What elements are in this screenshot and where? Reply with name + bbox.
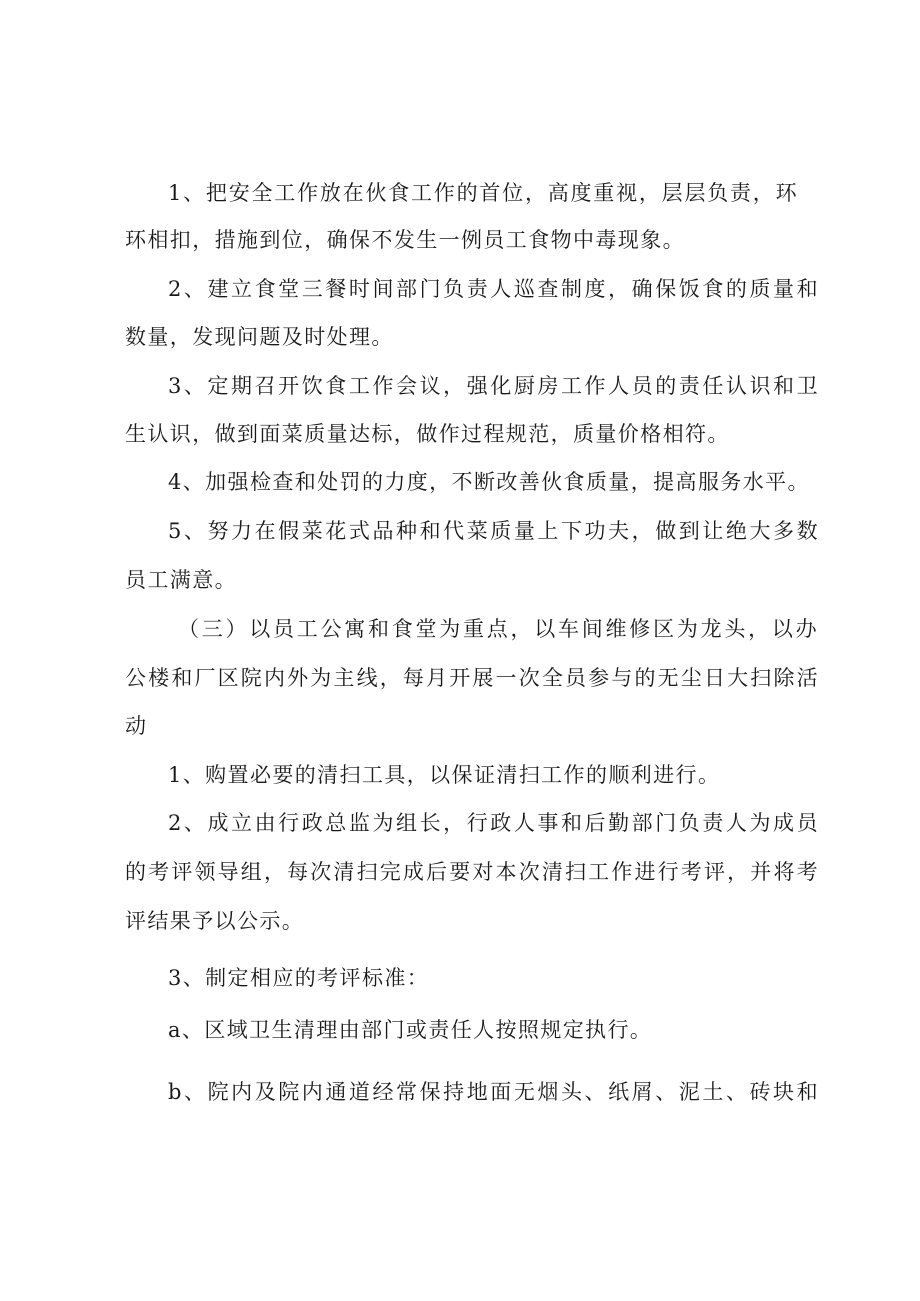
paragraph-line: 1、购置必要的清扫工具，以保证清扫工作的顺利进行。 xyxy=(168,763,721,787)
paragraph-line: 1、把安全工作放在伙食工作的首位，高度重视，层层负责，环 xyxy=(168,181,798,205)
section-heading-line: 公楼和厂区院内外为主线，每月开展一次全员参与的无尘日大扫除活 xyxy=(125,666,819,690)
paragraph-line: 2、建立食堂三餐时间部门负责人巡查制度，确保饭食的质量和 xyxy=(168,277,819,301)
paragraph-line: 评结果予以公示。 xyxy=(125,909,305,933)
paragraph-line: 4、加强检查和处罚的力度，不断改善伙食质量，提高服务水平。 xyxy=(168,470,810,494)
paragraph-line: 数量，发现问题及时处理。 xyxy=(125,325,394,349)
section-heading-line: 动 xyxy=(125,714,148,738)
paragraph-line: a、区域卫生清理由部门或责任人按照规定执行。 xyxy=(168,1018,653,1042)
paragraph-line: 的考评领导组，每次清扫完成后要对本次清扫工作进行考评，并将考 xyxy=(125,860,819,884)
paragraph-line: 5、努力在假菜花式品种和代菜质量上下功夫，做到让绝大多数 xyxy=(168,519,819,543)
paragraph-line: b、院内及院内通道经常保持地面无烟头、纸屑、泥土、砖块和 xyxy=(168,1080,819,1104)
paragraph-line: 3、定期召开饮食工作会议，强化厨房工作人员的责任认识和卫 xyxy=(168,374,819,398)
section-heading-line: （三）以员工公寓和食堂为重点，以车间维修区为龙头，以办 xyxy=(178,617,818,641)
paragraph-line: 环相扣，措施到位，确保不发生一例员工食物中毒现象。 xyxy=(125,228,685,252)
paragraph-line: 3、制定相应的考评标准： xyxy=(168,966,430,990)
paragraph-line: 2、成立由行政总监为组长，行政人事和后勤部门负责人为成员 xyxy=(168,811,819,835)
paragraph-line: 员工满意。 xyxy=(125,568,237,592)
paragraph-line: 生认识，做到面菜质量达标，做作过程规范，质量价格相符。 xyxy=(125,422,730,446)
